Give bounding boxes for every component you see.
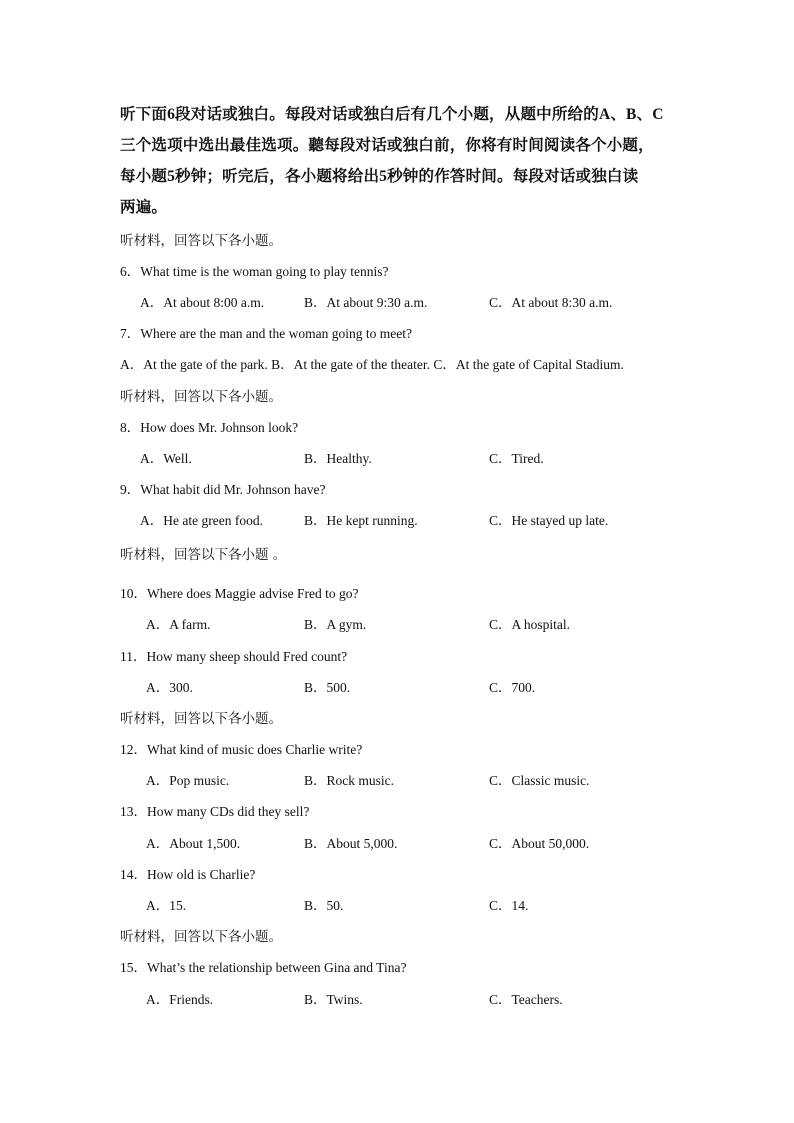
question-12-option-b: B．Rock music. (304, 773, 394, 788)
question-11-option-b: B．500. (304, 680, 351, 695)
question-13-stem: 13．How many CDs did they sell? (120, 804, 310, 819)
question-7-options: A．At the gate of the park. B．At the gate of the theater. C．At the gate of Capital Stadium. (120, 357, 624, 372)
question-6-stem: 6．What time is the woman going to play tennis? (120, 264, 389, 279)
question-10-stem: 10．Where does Maggie advise Fred to go? (120, 586, 359, 601)
question-15-stem: 15．What’s the relationship between Gina and Tina? (120, 960, 407, 975)
question-6-option-a: A．At about 8:00 a.m. (140, 295, 265, 310)
question-9-option-a: A．He ate green food. (140, 513, 263, 528)
question-8-option-a: A．Well. (140, 451, 192, 466)
question-11-stem: 11．How many sheep should Fred count? (120, 649, 348, 664)
question-10-option-c: C．A hospital. (489, 617, 571, 632)
question-10-option-b: B．A gym. (304, 617, 367, 632)
question-9-option-c: C．He stayed up late. (489, 513, 609, 528)
question-14-option-b: B．50. (304, 898, 344, 913)
instruction-line-2: 三个选项中选出最佳选项。聽每段对话或独白前，你将有时间阅读各个小题， (120, 137, 654, 154)
question-15-option-a: A．Friends. (146, 992, 214, 1007)
question-9-stem: 9．What habit did Mr. Johnson have? (120, 482, 326, 497)
section-prompt-3: 听材料，回答以下各小题 。 (120, 547, 287, 563)
question-13-option-a: A．About 1,500. (146, 836, 241, 851)
question-12-option-a: A．Pop music. (146, 773, 230, 788)
question-15-option-b: B．Twins. (304, 992, 363, 1007)
question-14-stem: 14．How old is Charlie? (120, 867, 256, 882)
question-6-option-b: B．At about 9:30 a.m. (304, 295, 428, 310)
question-8-option-c: C．Tired. (489, 451, 544, 466)
question-6-option-c: C．At about 8:30 a.m. (489, 295, 613, 310)
section-prompt-1: 听材料，回答以下各小题。 (120, 233, 282, 249)
instruction-line-1: 听下面6段对话或独白。每段对话或独白后有几个小题，从题中所给的A、B、C (120, 106, 664, 123)
question-10-option-a: A．A farm. (146, 617, 211, 632)
section-prompt-2: 听材料，回答以下各小题。 (120, 389, 282, 405)
question-12-option-c: C．Classic music. (489, 773, 590, 788)
question-11-option-c: C．700. (489, 680, 536, 695)
question-7-stem: 7．Where are the man and the woman going to meet? (120, 326, 413, 341)
question-9-option-b: B．He kept running. (304, 513, 418, 528)
instruction-line-4: 两遍。 (120, 199, 168, 216)
question-8-stem: 8．How does Mr. Johnson look? (120, 420, 299, 435)
question-8-option-b: B．Healthy. (304, 451, 372, 466)
section-prompt-4: 听材料，回答以下各小题。 (120, 711, 282, 727)
question-14-option-a: A．15. (146, 898, 187, 913)
question-13-option-b: B．About 5,000. (304, 836, 398, 851)
question-13-option-c: C．About 50,000. (489, 836, 590, 851)
question-11-option-a: A．300. (146, 680, 193, 695)
instruction-line-3: 每小题5秒钟；听完后，各小题将给出5秒钟的作答时间。每段对话或独白读 (120, 168, 639, 185)
question-15-option-c: C．Teachers. (489, 992, 563, 1007)
section-prompt-5: 听材料，回答以下各小题。 (120, 929, 282, 945)
question-14-option-c: C．14. (489, 898, 529, 913)
question-12-stem: 12．What kind of music does Charlie write? (120, 742, 363, 757)
